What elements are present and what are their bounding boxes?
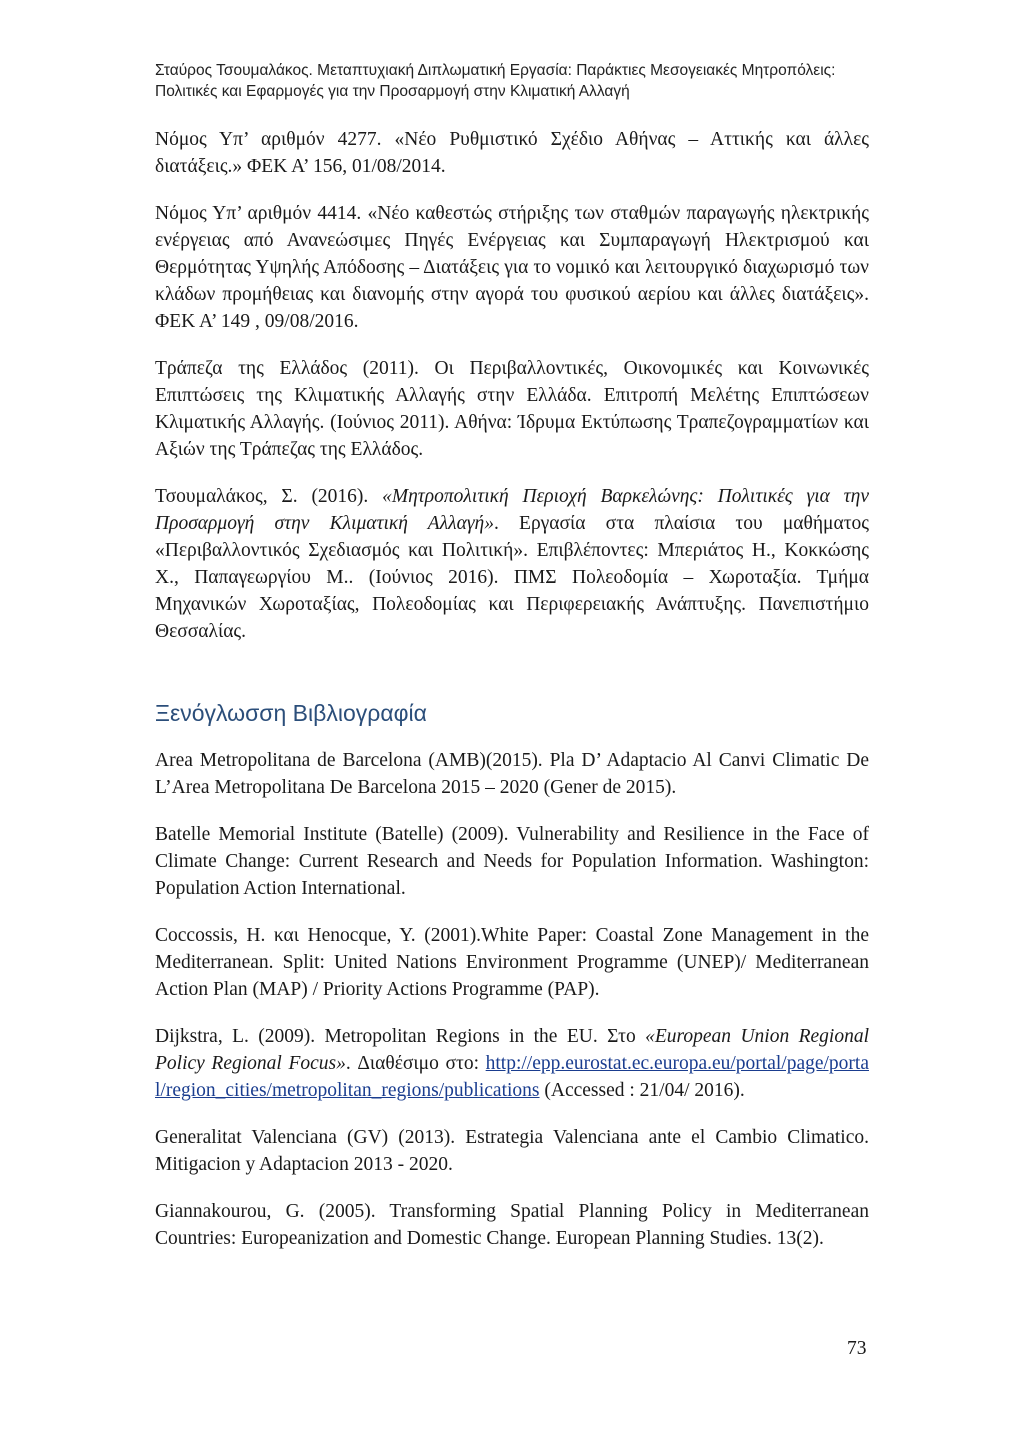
reference-title-italic: «Μητροπολιτική Περιοχή Βαρκελώνης: Πολιτικές για την Προσαρμογή στην Κλιματική Αλλαγή» (155, 486, 869, 534)
greek-bibliography (155, 126, 869, 665)
reference-text: Batelle Memorial Institute (Batelle) (2009). Vulnerability and Resilience in the Face of Climate Change: Current Research and Needs for Population Information. Washington: Population Action International. (155, 824, 869, 899)
reference-text: Coccossis, H. και Henocque, Y. (2001).White Paper: Coastal Zone Management in the Mediterranean. Split: United Nations Environment Programme (UNEP)/ Mediterranean Action Plan (MAP) / Priority Actions Programme (PAP). (155, 925, 869, 1000)
reference-text: Generalitat Valenciana (GV) (2013). Estrategia Valenciana ante el Cambio Climatico. Mitigacion y Adaptacion 2013 - 2020. (155, 1127, 869, 1175)
reference-text: Νόμος Υπ’ αριθμόν 4414. «Νέο καθεστώς στήριξης των σταθμών παραγωγής ηλεκτρικής ενέργειας από Ανανεώσιμες Πηγές Ενέργειας και Συμπαραγωγή Ηλεκτρισμού και Θερμότητας Υψηλής Απόδοσης – Διατάξεις για το νομικό και λειτουργικό διαχωρισμό των κλάδων προμήθειας και διανομής στην αγορά του φυσικού αερίου και άλλες διατάξεις». ΦΕΚ Α’ 149 , 09/08/2016. (155, 203, 869, 332)
reference-url-link[interactable]: http://epp.eurostat.ec.europa.eu/portal/page/portal/region_cities/metropolitan_regions/publications (155, 1053, 869, 1101)
reference-text: (Accessed : 21/04/ 2016). (539, 1080, 745, 1101)
reference-entry (155, 200, 869, 335)
reference-text: Dijkstra, L. (2009). Metropolitan Regions in the EU. Στο (155, 1026, 646, 1047)
reference-entry (155, 355, 869, 463)
reference-text: Area Metropolitana de Barcelona (AMB)(2015). Pla D’ Adaptacio Al Canvi Climatic De L’Area Metropolitana De Barcelona 2015 – 2020 (Gener de 2015). (155, 750, 869, 798)
reference-text: . Διαθέσιμο στο: (345, 1053, 486, 1074)
reference-entry (155, 747, 869, 801)
foreign-bibliography (155, 747, 869, 1272)
reference-text: Giannakourou, G. (2005). Transforming Spatial Planning Policy in Mediterranean Countries: Europeanization and Domestic Change. European Planning Studies. 13(2). (155, 1201, 869, 1249)
reference-entry (155, 483, 869, 645)
reference-text: Τσουμαλάκος, Σ. (2016). (155, 486, 383, 507)
reference-title-italic: «European Union Regional Policy Regional Focus» (155, 1026, 869, 1074)
reference-entry (155, 126, 869, 180)
foreign-bibliography-heading: Ξενόγλωσση Βιβλιογραφία (155, 700, 427, 726)
reference-entry (155, 1198, 869, 1252)
reference-entry (155, 1023, 869, 1104)
header-line-1: Σταύρος Τσουμαλάκος. Μεταπτυχιακή Διπλωματική Εργασία: Παράκτιες Μεσογειακές Μητροπόλεις: (155, 62, 836, 79)
page-number: 73 (847, 1338, 867, 1359)
reference-entry (155, 821, 869, 902)
reference-text: Τράπεζα της Ελλάδος (2011). Οι Περιβαλλοντικές, Οικονομικές και Κοινωνικές Επιπτώσεις της Κλιματικής Αλλαγής στην Ελλάδα. Επιτροπή Μελέτης Επιπτώσεων Κλιματικής Αλλαγής. (Ιούνιος 2011). Αθήνα: Ίδρυμα Εκτύπωσης Τραπεζογραμματίων και Αξιών της Τράπεζας της Ελλάδος. (155, 358, 869, 460)
reference-text: Νόμος Υπ’ αριθμόν 4277. «Νέο Ρυθμιστικό Σχέδιο Αθήνας – Αττικής και άλλες διατάξεις.» ΦΕΚ Α’ 156, 01/08/2014. (155, 129, 869, 177)
reference-text: . Εργασία στα πλαίσια του μαθήματος «Περιβαλλοντικός Σχεδιασμός και Πολιτική». Επιβλέποντες: Μπεριάτος Η., Κοκκώσης Χ., Παπαγεωργίου Μ.. (Ιούνιος 2016). ΠΜΣ Πολεοδομία – Χωροταξία. Τμήμα Μηχανικών Χωροταξίας, Πολεοδομίας και Περιφερειακής Ανάπτυξης. Πανεπιστήμιο Θεσσαλίας. (155, 513, 870, 642)
header-line-2: Πολιτικές και Εφαρμογές για την Προσαρμογή στην Κλιματική Αλλαγή (155, 83, 630, 100)
running-header (155, 60, 875, 102)
reference-entry (155, 1124, 869, 1178)
reference-entry (155, 922, 869, 1003)
